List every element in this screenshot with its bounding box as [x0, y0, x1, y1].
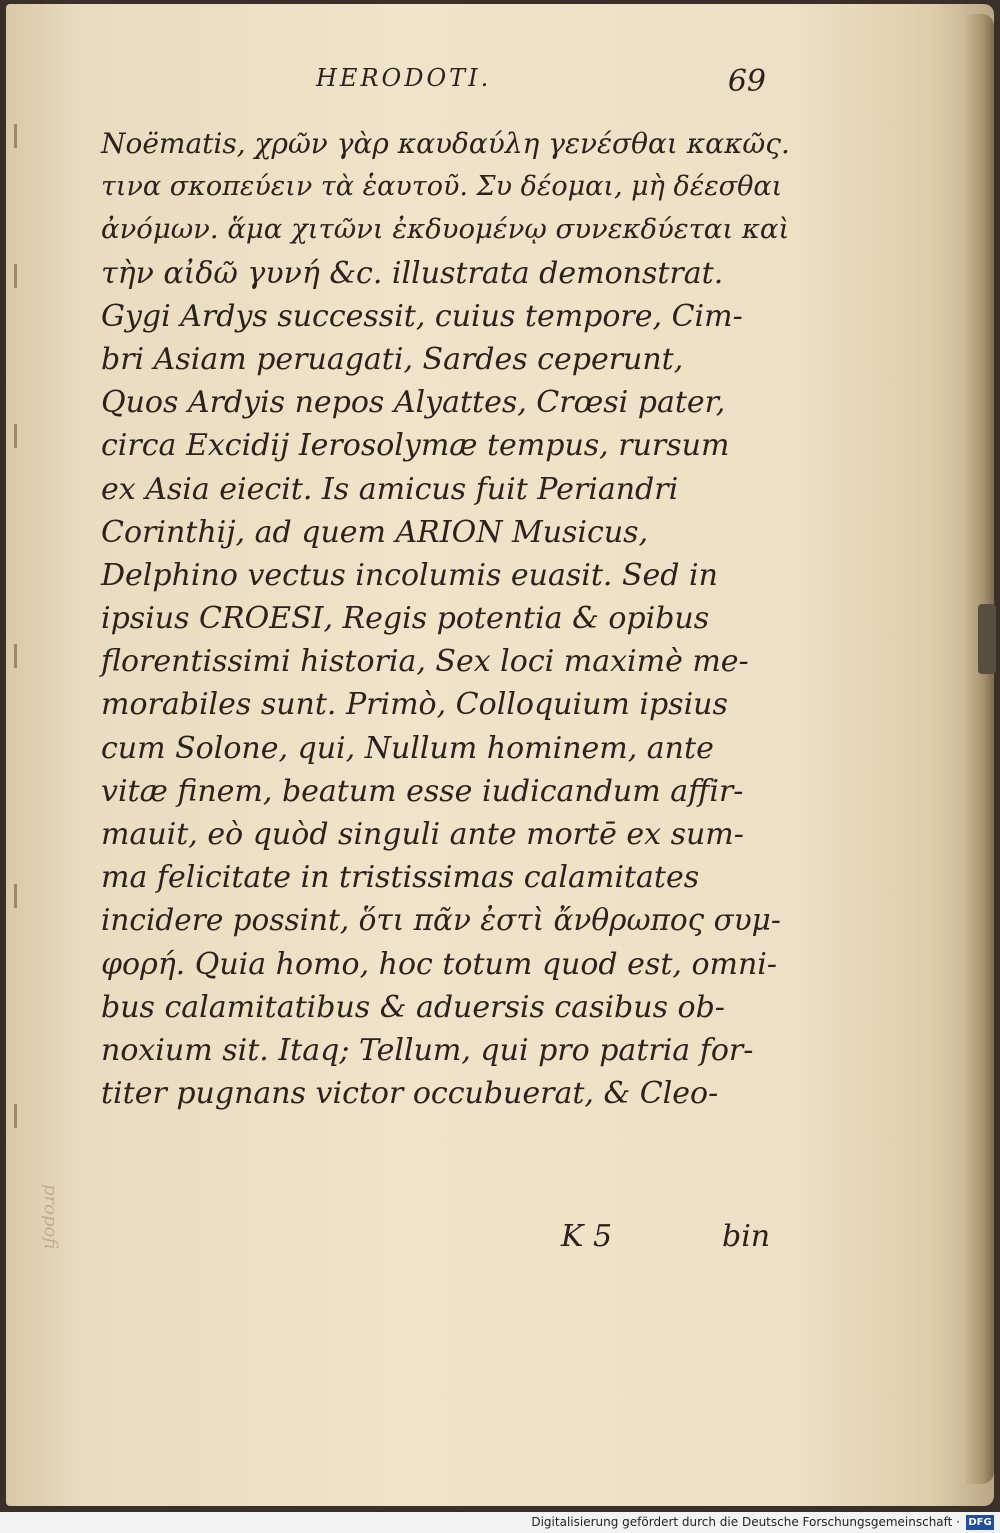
page-tab: [978, 604, 996, 674]
page-header: [306, 64, 776, 104]
text-line: florentissimi historia, Sex loci maximè me-: [101, 644, 749, 680]
text-line: bri Asiam peruagati, Sardes ceperunt,: [101, 341, 684, 377]
text-line: incidere possint, ὅτι πᾶν ἐστὶ ἄνθρωπος συμ-: [101, 903, 781, 938]
text-line: cum Solone, qui, Nullum hominem, ante: [101, 730, 714, 766]
text-line: Noëmatis, χρῶν γὰρ καυδαύλη γενέσθαι κακῶς.: [101, 127, 790, 160]
signature-mark: K 5: [561, 1219, 613, 1254]
credit-bar: [0, 1512, 1000, 1533]
text-line: bus calamitatibus & aduersis casibus ob-: [101, 989, 725, 1025]
book-page: [6, 4, 994, 1506]
faded-margin-note: propofi: [40, 1184, 61, 1250]
text-line: vitæ finem, beatum esse iudicandum affir-: [101, 773, 744, 809]
dfg-logo: DFG: [966, 1515, 994, 1530]
text-line: ἀνόμων. ἅμα χιτῶνι ἐκδυομένῳ συνεκδύεται καὶ: [101, 213, 790, 246]
text-line: ex Asia eiecit. Is amicus fuit Periandri: [101, 471, 679, 507]
text-line: Delphino vectus incolumis euasit. Sed in: [101, 557, 718, 593]
text-line: Quos Ardyis nepos Alyattes, Crœsi pater,: [101, 385, 726, 421]
text-line: ma felicitate in tristissimas calamitates: [101, 860, 700, 896]
text-line: morabiles sunt. Primò, Colloquium ipsius: [101, 687, 728, 723]
funding-credit: Digitalisierung gefördert durch die Deutsche Forschungsgemeinschaft ·: [531, 1515, 960, 1529]
body-text: [101, 122, 790, 1115]
text-line: circa Excidij Ierosolymæ tempus, rursum: [101, 428, 730, 464]
catchword: bin: [722, 1219, 771, 1254]
text-line: τινα σκοπεύειν τὰ ἑαυτοῦ. Συ δέομαι, μὴ δέεσθαι: [101, 171, 783, 203]
text-line: φορή. Quia homo, hoc totum quod est, omni-: [101, 946, 778, 982]
text-line: Corinthij, ad quem ARION Musicus,: [101, 514, 649, 550]
text-line: mauit, eò quòd singuli ante mortē ex sum-: [101, 817, 744, 852]
text-line: ipsius CROESI, Regis potentia & opibus: [101, 601, 710, 637]
gutter-marks: [14, 124, 24, 1224]
page-number: 69: [727, 64, 766, 99]
text-line: titer pugnans victor occubuerat, & Cleo-: [101, 1076, 719, 1112]
page-fore-edge: [966, 14, 994, 1484]
text-line: Gygi Ardys successit, cuius tempore, Cim-: [101, 298, 743, 334]
text-line: noxium sit. Itaq; Tellum, qui pro patria for-: [101, 1032, 754, 1068]
running-head: HERODOTI.: [316, 64, 492, 92]
text-line: τὴν αἰδῶ γυνή &c. illustrata demonstrat.: [101, 255, 724, 291]
